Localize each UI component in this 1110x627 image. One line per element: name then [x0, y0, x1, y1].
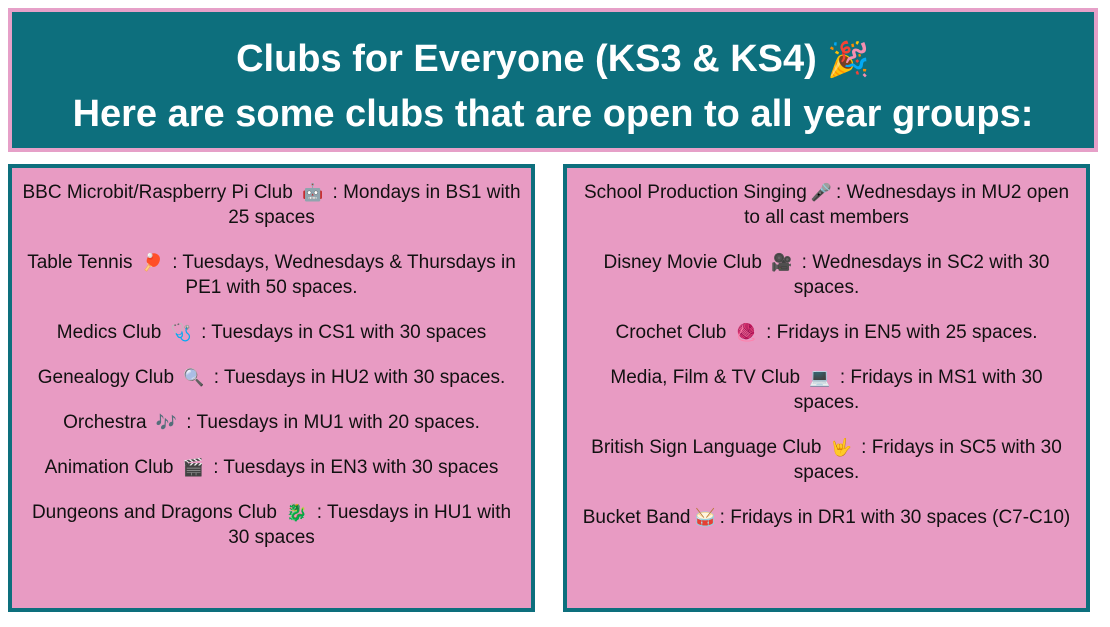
party-popper-icon: 🎉 — [827, 41, 870, 79]
music-notes-icon: 🎶 — [155, 413, 177, 432]
right-clubs-panel — [563, 164, 1090, 612]
club-name: Disney Movie Club — [603, 252, 762, 273]
title-text: Clubs for Everyone (KS3 & KS4) — [236, 38, 817, 80]
club-name: BBC Microbit/Raspberry Pi Club — [22, 182, 293, 203]
robot-icon: 🤖 — [302, 183, 324, 202]
club-item — [577, 505, 1076, 530]
club-name: Animation Club — [44, 457, 174, 478]
header-banner — [8, 8, 1098, 152]
drum-icon: 🥁 — [694, 508, 716, 527]
club-item — [22, 365, 521, 390]
club-item — [22, 500, 521, 550]
club-details: : Fridays in SC5 with 30 spaces. — [793, 437, 1062, 483]
club-details: : Fridays in DR1 with 30 spaces (C7-C10) — [719, 507, 1071, 528]
club-details: : Wednesdays in MU2 open to all cast members — [744, 182, 1070, 228]
movie-camera-icon: 🎥 — [771, 253, 793, 272]
page-title — [12, 32, 1094, 87]
club-name: Genealogy Club — [37, 367, 175, 388]
club-details: : Wednesdays in SC2 with 30 spaces. — [793, 252, 1050, 298]
club-details: : Tuesdays, Wednesdays & Thursdays in PE1 with 50 spaces. — [172, 252, 516, 298]
computer-icon: 💻 — [809, 368, 831, 387]
club-item — [22, 320, 521, 345]
club-name: British Sign Language Club — [591, 437, 822, 458]
club-name: Orchestra — [63, 412, 147, 433]
club-item — [22, 180, 521, 230]
club-item — [577, 320, 1076, 345]
club-item — [577, 365, 1076, 415]
club-details: : Tuesdays in HU2 with 30 spaces. — [213, 367, 506, 388]
club-name: Table Tennis — [27, 252, 133, 273]
club-details: : Tuesdays in HU1 with 30 spaces — [228, 502, 512, 548]
yarn-icon: 🧶 — [735, 323, 757, 342]
club-item — [22, 250, 521, 300]
club-name: Bucket Band — [582, 507, 691, 528]
club-details: : Fridays in MS1 with 30 spaces. — [793, 367, 1043, 413]
ping-pong-icon: 🏓 — [141, 253, 163, 272]
club-details: : Fridays in EN5 with 25 spaces. — [766, 322, 1038, 343]
stethoscope-icon: 🩺 — [170, 323, 192, 342]
left-clubs-panel — [8, 164, 535, 612]
microphone-icon: 🎤 — [810, 183, 832, 202]
clapperboard-icon: 🎬 — [182, 458, 204, 477]
club-name: School Production Singing — [583, 182, 807, 203]
club-details: : Tuesdays in CS1 with 30 spaces — [201, 322, 487, 343]
hand-sign-icon: 🤟 — [830, 438, 852, 457]
dragon-icon: 🐉 — [286, 503, 308, 522]
page-subtitle: Here are some clubs that are open to all year groups: — [72, 93, 1034, 135]
club-item — [22, 410, 521, 435]
club-item — [577, 435, 1076, 485]
club-details: : Mondays in BS1 with 25 spaces — [228, 182, 521, 228]
magnifier-icon: 🔍 — [183, 368, 205, 387]
club-name: Crochet Club — [615, 322, 727, 343]
club-item — [22, 455, 521, 480]
club-details: : Tuesdays in EN3 with 30 spaces — [213, 457, 499, 478]
club-name: Media, Film & TV Club — [610, 367, 801, 388]
club-item — [577, 250, 1076, 300]
club-details: : Tuesdays in MU1 with 20 spaces. — [186, 412, 480, 433]
club-item — [577, 180, 1076, 230]
club-name: Medics Club — [56, 322, 162, 343]
club-name: Dungeons and Dragons Club — [31, 502, 277, 523]
